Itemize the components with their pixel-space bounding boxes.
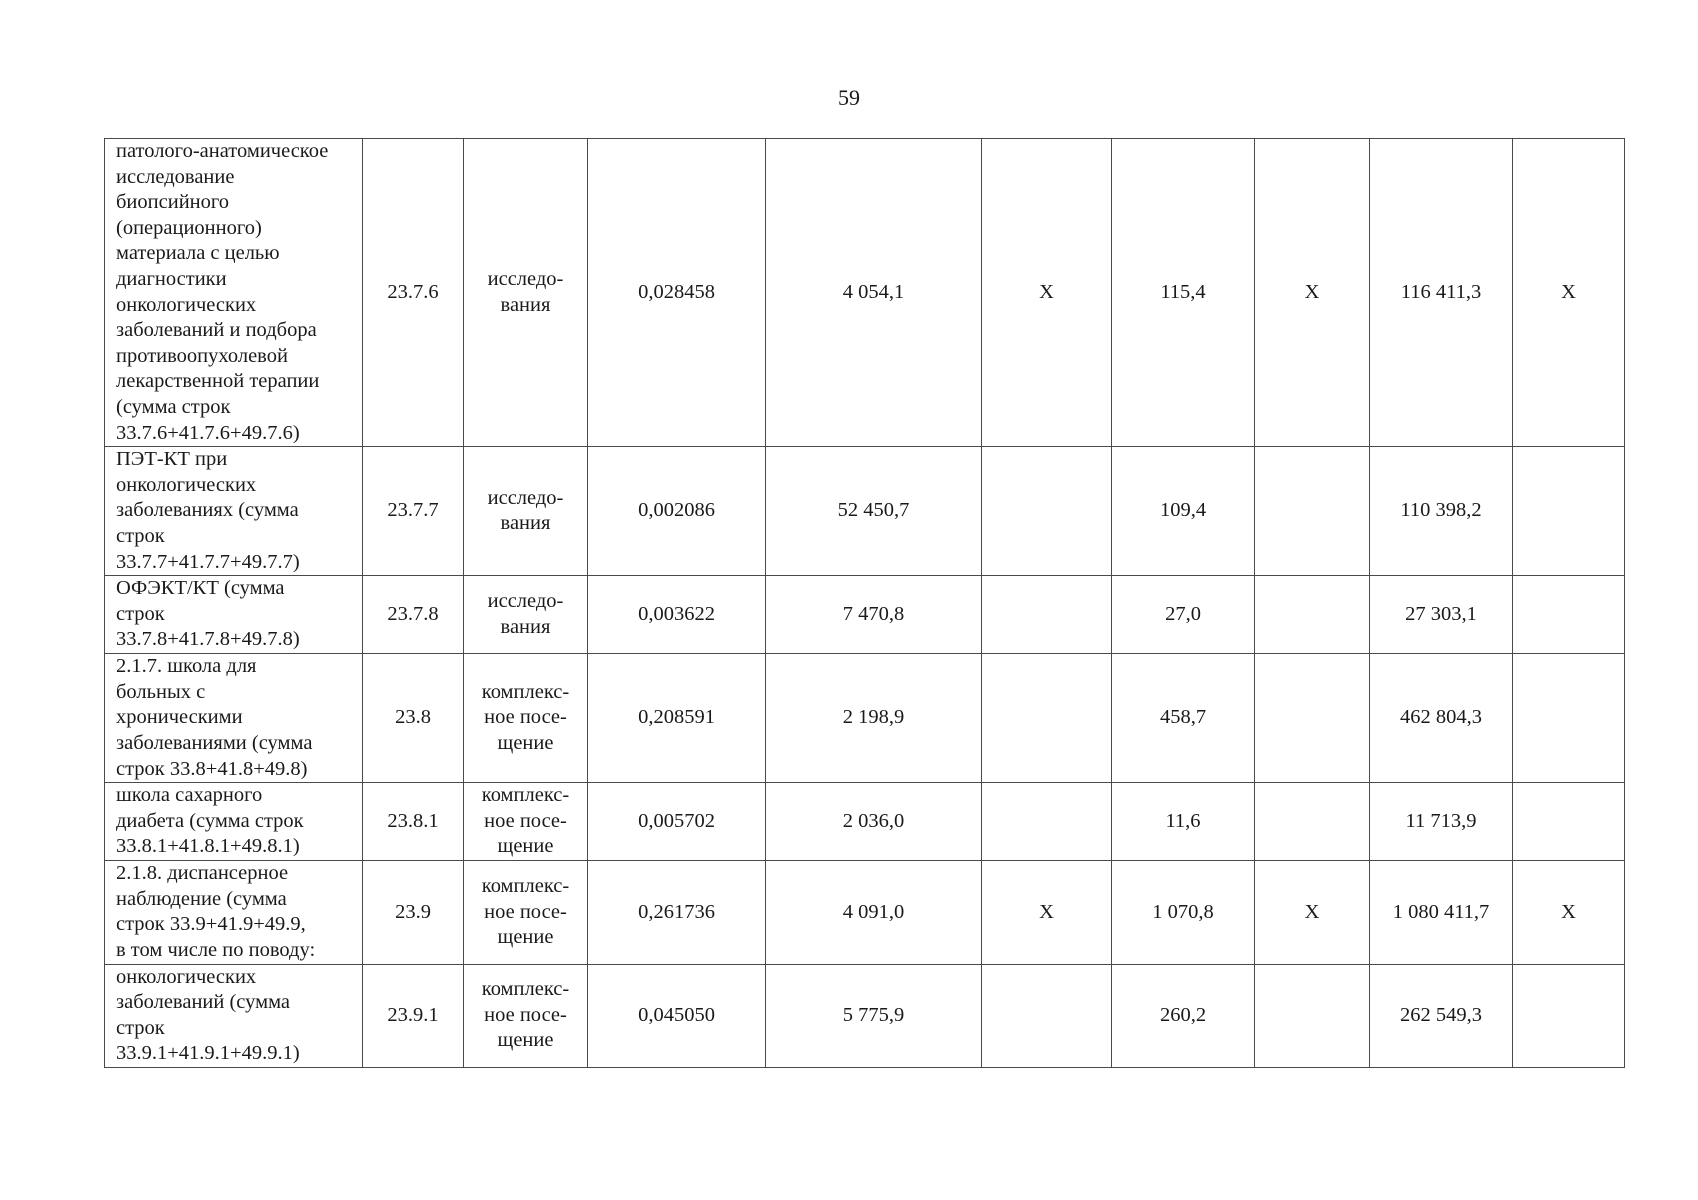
row-name-cell — [105, 447, 363, 576]
row-col6: X — [982, 861, 1112, 964]
row-name: ПЭТ-КТ при онкологических заболеваниях (сумма строк 33.7.7+41.7.7+49.7.7) — [116, 448, 300, 573]
row-col10: X — [1513, 861, 1625, 964]
row-col7: 11,6 — [1112, 783, 1255, 861]
row-col9: 1 080 411,7 — [1370, 861, 1513, 964]
row-cost: 4 054,1 — [766, 139, 982, 447]
row-col8 — [1255, 654, 1370, 783]
row-name: патолого-анатомическое исследование биопсийного (операционного) материала с целью диагностики онкологических заболеваний и подбора противоопухолевой лекарственной терапии (сумма строк 33.7.6+41.7.6+49.7.6) — [116, 140, 329, 444]
table-row — [105, 654, 1625, 783]
table-row — [105, 964, 1625, 1067]
row-col9: 110 398,2 — [1370, 447, 1513, 576]
row-unit: комплекс- ное посе- щение — [481, 680, 570, 754]
row-norm: 0,208591 — [588, 654, 766, 783]
table-row — [105, 783, 1625, 861]
row-unit: исследо- вания — [487, 267, 564, 316]
row-col7: 109,4 — [1112, 447, 1255, 576]
row-unit: комплекс- ное посе- щение — [481, 978, 570, 1052]
row-norm: 0,045050 — [588, 964, 766, 1067]
row-code: 23.7.7 — [363, 447, 464, 576]
row-code: 23.8.1 — [363, 783, 464, 861]
row-col10: X — [1513, 139, 1625, 447]
row-col9: 27 303,1 — [1370, 576, 1513, 654]
row-col10 — [1513, 654, 1625, 783]
row-col8 — [1255, 783, 1370, 861]
table-row — [105, 447, 1625, 576]
row-cost: 5 775,9 — [766, 964, 982, 1067]
row-col10 — [1513, 783, 1625, 861]
row-code: 23.9 — [363, 861, 464, 964]
row-norm: 0,261736 — [588, 861, 766, 964]
row-col6: X — [982, 139, 1112, 447]
row-col7: 115,4 — [1112, 139, 1255, 447]
row-col6 — [982, 783, 1112, 861]
row-cost: 2 036,0 — [766, 783, 982, 861]
row-col7: 458,7 — [1112, 654, 1255, 783]
row-name-cell — [105, 964, 363, 1067]
row-col10 — [1513, 576, 1625, 654]
row-unit: исследо- вания — [487, 590, 564, 638]
row-col6 — [982, 576, 1112, 654]
row-col8: X — [1255, 861, 1370, 964]
row-col6 — [982, 964, 1112, 1067]
page-number: 59 — [838, 85, 860, 110]
row-name-cell — [105, 576, 363, 654]
row-norm: 0,028458 — [588, 139, 766, 447]
row-name-cell — [105, 139, 363, 447]
row-name: ОФЭКТ/КТ (сумма строк 33.7.8+41.7.8+49.7.8) — [116, 577, 300, 651]
row-col9: 262 549,3 — [1370, 964, 1513, 1067]
row-unit: исследо- вания — [487, 486, 564, 535]
table-row — [105, 861, 1625, 964]
row-col10 — [1513, 964, 1625, 1067]
row-name: онкологических заболеваний (сумма строк 33.9.1+41.9.1+49.9.1) — [116, 965, 300, 1065]
row-unit-cell — [464, 964, 588, 1067]
row-col6 — [982, 654, 1112, 783]
row-unit-cell — [464, 139, 588, 447]
row-cost: 4 091,0 — [766, 861, 982, 964]
row-code: 23.7.8 — [363, 576, 464, 654]
row-code: 23.8 — [363, 654, 464, 783]
data-table — [104, 138, 1625, 1068]
row-unit: комплекс- ное посе- щение — [481, 874, 570, 949]
row-cost: 2 198,9 — [766, 654, 982, 783]
row-col8 — [1255, 447, 1370, 576]
row-name-cell — [105, 783, 363, 861]
row-code: 23.7.6 — [363, 139, 464, 447]
row-col9: 462 804,3 — [1370, 654, 1513, 783]
row-col7: 260,2 — [1112, 964, 1255, 1067]
row-unit: комплекс- ное посе- щение — [481, 784, 570, 858]
row-col9: 116 411,3 — [1370, 139, 1513, 447]
row-col9: 11 713,9 — [1370, 783, 1513, 861]
row-cost: 7 470,8 — [766, 576, 982, 654]
row-norm: 0,002086 — [588, 447, 766, 576]
row-unit-cell — [464, 783, 588, 861]
row-name: школа сахарного диабета (сумма строк 33.8.1+41.8.1+49.8.1) — [116, 784, 304, 858]
row-name: 2.1.8. диспансерное наблюдение (сумма строк 33.9+41.9+49.9, в том числе по поводу: — [116, 862, 316, 961]
row-unit-cell — [464, 576, 588, 654]
row-cost: 52 450,7 — [766, 447, 982, 576]
row-name-cell — [105, 861, 363, 964]
row-col8 — [1255, 964, 1370, 1067]
row-norm: 0,003622 — [588, 576, 766, 654]
row-col8: X — [1255, 139, 1370, 447]
row-col7: 1 070,8 — [1112, 861, 1255, 964]
table-row — [105, 576, 1625, 654]
row-col8 — [1255, 576, 1370, 654]
row-col10 — [1513, 447, 1625, 576]
row-unit-cell — [464, 447, 588, 576]
row-unit-cell — [464, 861, 588, 964]
row-norm: 0,005702 — [588, 783, 766, 861]
row-col7: 27,0 — [1112, 576, 1255, 654]
row-col6 — [982, 447, 1112, 576]
row-name-cell — [105, 654, 363, 783]
row-code: 23.9.1 — [363, 964, 464, 1067]
row-unit-cell — [464, 654, 588, 783]
table-row — [105, 139, 1625, 447]
row-name: 2.1.7. школа для больных с хроническими заболеваниями (сумма строк 33.8+41.8+49.8) — [116, 655, 313, 780]
